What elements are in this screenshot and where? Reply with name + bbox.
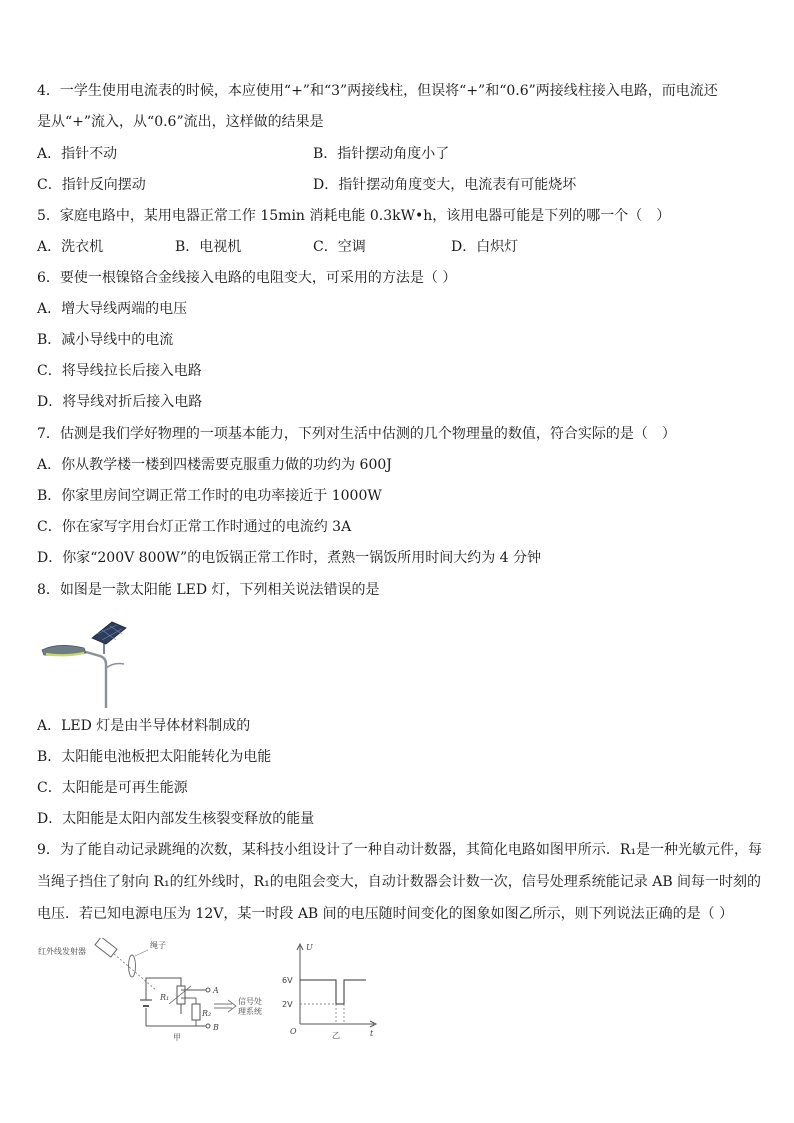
question-6-option-b: B．减小导线中的电流 bbox=[37, 332, 174, 348]
jump-rope-counter-circuit bbox=[36, 938, 276, 1050]
question-8-option-c: C．太阳能是可再生能源 bbox=[37, 780, 188, 796]
question-6-option-d: D．将导线对折后接入电路 bbox=[37, 394, 203, 410]
r2-label: R₂ bbox=[202, 1009, 212, 1018]
solar-street-lamp-illustration bbox=[40, 618, 135, 710]
rope-label: 绳子 bbox=[150, 941, 166, 950]
question-7-option-a: A．你从教学楼一楼到四楼需要克服重力做的功约为 600J bbox=[37, 457, 392, 473]
question-4-option-b: B．指针摆动角度小了 bbox=[313, 146, 450, 162]
figure-jia-caption: 甲 bbox=[173, 1033, 181, 1042]
question-6-stem: 6．要使一根镍铬合金线接入电路的电阻变大，可采用的方法是（ ） bbox=[37, 270, 457, 286]
voltage-time-graph-figure bbox=[282, 938, 382, 1040]
high-voltage-label: 6V bbox=[282, 976, 293, 985]
question-9-line-2: 当绳子挡住了射向 R₁的红外线时，R₁的电阻会变大，自动计数器会计数一次，信号处理系统能记录 AB 间每一时刻的 bbox=[37, 874, 762, 890]
terminal-a bbox=[206, 988, 210, 992]
question-5-option-a: A．洗衣机 bbox=[37, 239, 104, 255]
voltage-time-graph bbox=[282, 938, 382, 1040]
question-4-line-1: 4．一学生使用电流表的时候，本应使用“+”和“3”两接线柱，但误将“+”和“0.6”两接线柱接入电路，而电流还 bbox=[37, 83, 718, 99]
question-8-option-a: A．LED 灯是由半导体材料制成的 bbox=[37, 718, 251, 734]
low-voltage-label: 2V bbox=[282, 1000, 293, 1009]
rope-pointer bbox=[135, 950, 148, 956]
question-6-option-c: C．将导线拉长后接入电路 bbox=[37, 363, 202, 379]
circuit-diagram-figure bbox=[36, 938, 276, 1050]
terminal-a-label: A bbox=[213, 986, 219, 995]
figure-yi-caption: 乙 bbox=[332, 1031, 340, 1040]
question-8-stem: 8．如图是一款太阳能 LED 灯，下列相关说法错误的是 bbox=[37, 582, 380, 598]
question-4-option-c: C．指针反向摆动 bbox=[37, 177, 146, 193]
resistor-r2 bbox=[192, 1004, 200, 1020]
question-4-line-2: 是从“+”流入，从“0.6”流出，这样做的结果是 bbox=[37, 114, 324, 130]
y-axis-label: U bbox=[306, 943, 313, 952]
origin-label: O bbox=[290, 1027, 297, 1036]
question-5-option-b: B．电视机 bbox=[175, 239, 242, 255]
terminal-b-label: B bbox=[213, 1023, 219, 1032]
question-8-option-b: B．太阳能电池板把太阳能转化为电能 bbox=[37, 749, 272, 765]
voltage-trace bbox=[300, 980, 366, 1004]
solar-led-lamp-figure bbox=[40, 618, 135, 710]
question-5-option-c: C．空调 bbox=[313, 239, 366, 255]
signal-arrow-icon bbox=[214, 1000, 236, 1012]
question-7-option-b: B．你家里房间空调正常工作时的电功率接近于 1000W bbox=[37, 488, 382, 504]
question-7-option-d: D．你家“200V 800W”的电饭锅正常工作时，煮熟一锅饭所用时间大约为 4 分钟 bbox=[37, 550, 541, 566]
signal-system-label-1: 信号处 bbox=[238, 997, 262, 1006]
x-axis-label: t bbox=[370, 1029, 374, 1038]
question-4-option-a: A．指针不动 bbox=[37, 146, 118, 162]
signal-system-label-2: 理系统 bbox=[238, 1007, 262, 1016]
resistor-r1 bbox=[177, 986, 185, 1004]
question-9-line-1: 9．为了能自动记录跳绳的次数，某科技小组设计了一种自动计数器，其简化电路如图甲所示．R₁是一种光敏元件，每 bbox=[37, 842, 763, 858]
question-6-option-a: A．增大导线两端的电压 bbox=[37, 301, 188, 317]
question-7-stem: 7．估测是我们学好物理的一项基本能力，下列对生活中估测的几个物理量的数值，符合实际的是（ ） bbox=[37, 426, 676, 442]
question-9-line-3: 电压．若已知电源电压为 12V，某一时段 AB 间的电压随时间变化的图象如图乙所示，则下列说法正确的是（ ） bbox=[37, 906, 734, 922]
question-4-option-d: D．指针摆动角度变大，电流表有可能烧坏 bbox=[313, 177, 577, 193]
question-7-option-c: C．你在家写字用台灯正常工作时通过的电流约 3A bbox=[37, 519, 352, 535]
rope-shape bbox=[129, 955, 136, 977]
question-8-option-d: D．太阳能是太阳内部发生核裂变释放的能量 bbox=[37, 811, 315, 827]
emitter-label: 红外线发射器 bbox=[38, 947, 86, 956]
r1-label: R₁ bbox=[160, 993, 170, 1002]
terminal-b bbox=[206, 1024, 210, 1028]
question-5-stem: 5．家庭电路中，某用电器正常工作 15min 消耗电能 0.3kW•h，该用电器可能是下列的哪一个（ ） bbox=[37, 208, 671, 224]
infrared-emitter-box bbox=[95, 938, 117, 957]
question-5-option-d: D．白炽灯 bbox=[451, 239, 519, 255]
